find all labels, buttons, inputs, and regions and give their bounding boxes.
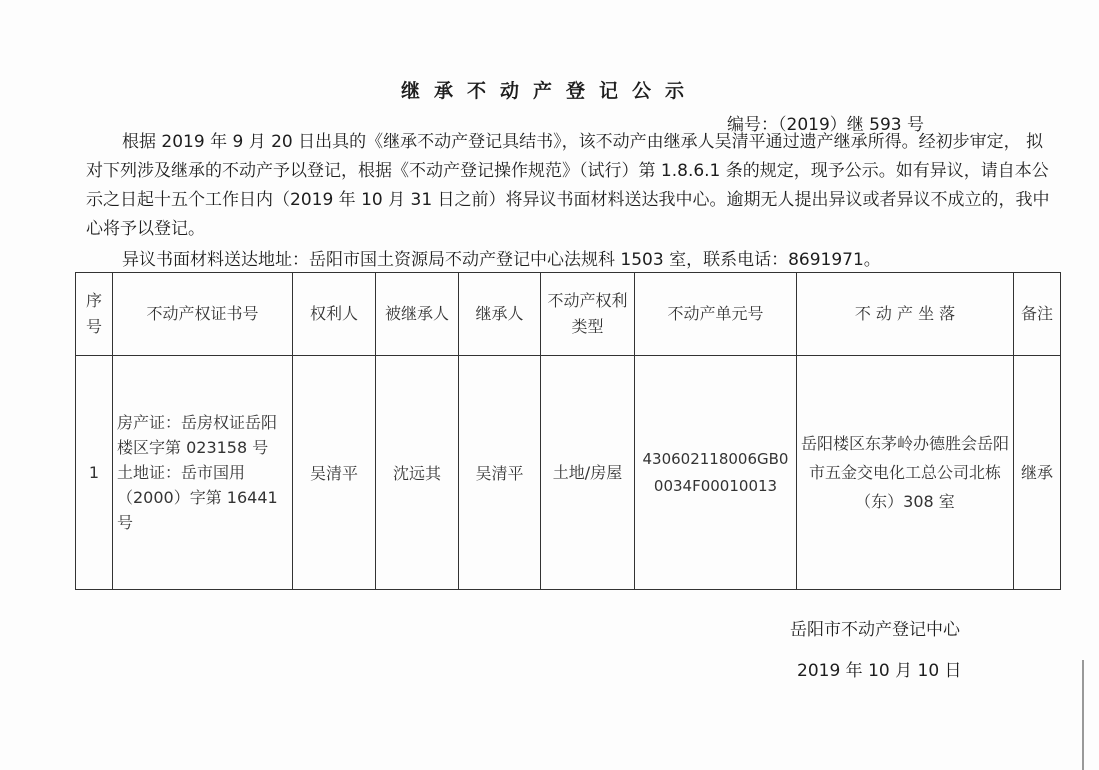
header-heir: 继承人 <box>459 273 541 356</box>
header-seq: 序号 <box>76 273 113 356</box>
signing-organization: 岳阳市不动产登记中心 <box>790 620 960 640</box>
cell-unit-no: 430602118006GB00034F00010013 <box>635 356 797 590</box>
header-decedent: 被继承人 <box>376 273 459 356</box>
table-row <box>76 356 1061 590</box>
cell-cert-no <box>113 356 293 590</box>
cell-decedent: 沈远其 <box>376 356 459 590</box>
header-right-type: 不动产权利类型 <box>541 273 635 356</box>
header-location: 不 动 产 坐 落 <box>797 273 1014 356</box>
objection-address: 异议书面材料送达地址：岳阳市国土资源局不动产登记中心法规科 1503 室，联系电话：8691971。 <box>122 250 881 270</box>
cell-right-type: 土地/房屋 <box>541 356 635 590</box>
cell-remark: 继承 <box>1014 356 1061 590</box>
page-title: 继承不动产登记公示 <box>400 80 698 102</box>
header-remark: 备注 <box>1014 273 1061 356</box>
table-header-row <box>76 273 1061 356</box>
header-owner: 权利人 <box>293 273 376 356</box>
notice-body-paragraph: 根据 2019 年 9 月 20 日出具的《继承不动产登记具结书》，该不动产由继承人吴清平通过遗产继承所得。经初步审定， 拟对下列涉及继承的不动产予以登记，根据《不动产登记操作规范》（试行）第 1.8.6.1 条的规定，现予公示。如有异议，请自本公示之日起十五个工作日内（2019 年 10 月 31 日之前）将异议书面材料送达我中心。逾期无人提出异议或者异议不成立的，我中心将予以登记。 <box>86 132 1050 239</box>
cell-owner: 吴清平 <box>293 356 376 590</box>
scan-edge-line <box>1082 660 1084 770</box>
header-cert-no: 不动产权证书号 <box>113 273 293 356</box>
cell-seq: 1 <box>76 356 113 590</box>
house-cert-line: 房产证：岳房权证岳阳楼区字第 023158 号 <box>117 413 278 457</box>
registration-table <box>75 272 1061 590</box>
cell-heir: 吴清平 <box>459 356 541 590</box>
header-unit-no: 不动产单元号 <box>635 273 797 356</box>
cell-location: 岳阳楼区东茅岭办德胜会岳阳市五金交电化工总公司北栋（东）308 室 <box>797 356 1014 590</box>
land-cert-line: 土地证：岳市国用（2000）字第 16441 号 <box>117 463 278 532</box>
signing-date: 2019 年 10 月 10 日 <box>797 661 962 681</box>
document-number: 编号：（2019）继 593 号 <box>727 115 925 135</box>
